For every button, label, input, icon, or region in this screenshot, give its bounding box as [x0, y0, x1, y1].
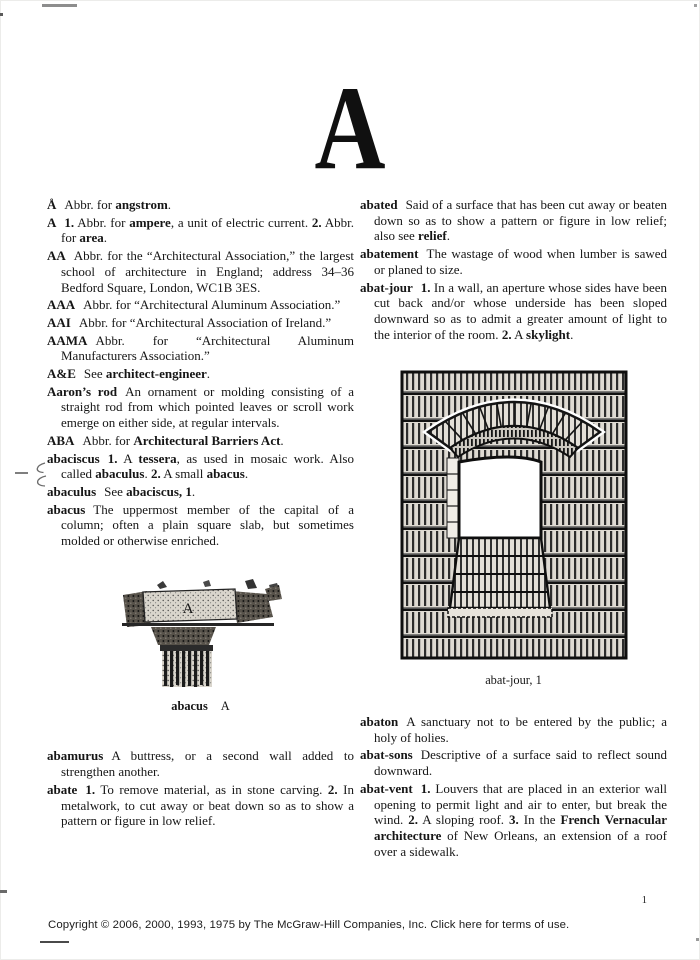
entry-term: abaton [360, 714, 399, 730]
abacus-slab-letter: A [182, 600, 193, 617]
entry-term: abamurus [47, 748, 104, 764]
entry-term: ABA [47, 432, 75, 448]
dictionary-entry: A&E See architect-engineer. [47, 366, 210, 382]
left-column [47, 197, 354, 831]
right-entries-top [360, 197, 667, 342]
copyright-text: Copyright © 2006, 2000, 1993, 1975 by The McGraw-Hill Companies, Inc. [48, 919, 431, 931]
entry-term: abated [360, 197, 398, 212]
abacus-caption-term: abacus [171, 699, 208, 714]
abat-jour-figure [360, 366, 667, 688]
scan-mark-top-line [42, 4, 77, 7]
entry-term: AAMA [47, 332, 88, 348]
abacus-figure [47, 579, 354, 715]
entry-term: abaculus [47, 483, 97, 499]
entry-term: Aaron’s rod [47, 383, 118, 399]
left-entries-bottom [47, 748, 354, 829]
right-entries-bottom [360, 714, 667, 859]
abacus-illustration [117, 579, 285, 691]
entry-term: abat-sons [360, 747, 413, 763]
entry-term: A [47, 214, 57, 230]
entry-term: abat-jour [360, 279, 413, 295]
dictionary-entry: abamurus A buttress, or a second wall added to strengthen another. [47, 748, 354, 780]
entry-term: abat-vent [360, 780, 413, 796]
dictionary-entry: abaculus See abaciscus, 1. [47, 483, 196, 499]
dictionary-entry: AAI Abbr. for “Architectural Association of Ireland.” [47, 314, 332, 330]
dictionary-entry: Aaron’s rod An ornament or molding consisting of a straight rod from which pointed leaves or scroll work emerge on either side, at regular intervals. [47, 383, 355, 431]
dictionary-entry: abacus The uppermost member of the capital of a column; often a plain square slab, but sometimes molded or otherwise enriched. [47, 501, 354, 549]
entry-term: AA [47, 248, 66, 264]
copyright-underline-mark [40, 941, 69, 943]
dictionary-entry: abat-vent 1. Louvers that are placed in an exterior wall opening to permit light and air to enter, but break the wind. 2. A sloping roof. 3. In the French Vernacular architecture of New Orleans, an extension of a roof over a sidewalk. [360, 780, 668, 859]
abacus-caption-label: A [220, 699, 230, 714]
terms-of-use-link[interactable]: Click here for terms of use. [430, 919, 570, 931]
dictionary-entry: ABA Abbr. for Architectural Barriers Act. [47, 432, 284, 448]
scan-mark-bottom-left [0, 890, 7, 893]
abacus-caption [47, 699, 354, 714]
dictionary-entry: abaciscus 1. A tessera, as used in mosaic work. Also called abaculus. 2. A small abacus. [47, 450, 354, 482]
dictionary-entry: abated Said of a surface that has been cut away or beaten down so as to show a pattern or figure in low relief; also see relief. [360, 197, 667, 244]
dictionary-entry: abatement The wastage of wood when lumber is sawed or planed to size. [360, 246, 667, 277]
dictionary-entry: Å Abbr. for angstrom. [47, 197, 172, 212]
scan-mark-top-dot [0, 13, 3, 16]
entry-term: AAI [47, 314, 71, 330]
dictionary-entry: abaton A sanctuary not to be entered by the public; a holy of holies. [360, 714, 667, 745]
dictionary-entry: A 1. Abbr. for ampere, a unit of electric current. 2. Abbr. for area. [47, 214, 354, 246]
entry-term: A&E [47, 366, 76, 382]
copyright-line [48, 919, 569, 931]
scan-mark-right-edge [696, 938, 699, 941]
abat-jour-caption: abat-jour, 1 [485, 673, 542, 688]
scan-mark-top-right [694, 4, 697, 7]
dictionary-entry: abat-sons Descriptive of a surface said to reflect sound downward. [360, 747, 667, 779]
entry-term: abacus [47, 501, 86, 517]
dictionary-entry: abat-jour 1. In a wall, an aperture whose sides have been cut back and/or whose underside has been sloped downward so as to admit a greater amount of light to the interior of the room. 2. A skylight. [360, 279, 667, 342]
section-letter: A [314, 61, 386, 194]
abat-jour-illustration [398, 366, 630, 664]
entry-term: Å [47, 197, 57, 212]
entry-term: abatement [360, 246, 419, 262]
entry-term: abaciscus [47, 450, 100, 466]
dictionary-entry: abate 1. To remove material, as in stone carving. 2. In metalwork, to cut away or beat down so as to show a pattern or figure in low relief. [47, 781, 354, 829]
left-entries-top [47, 197, 354, 549]
page-number: 1 [641, 895, 647, 906]
right-column [360, 197, 667, 861]
dictionary-entry: AAMA Abbr. for “Architectural Aluminum Manufacturers Association.” [47, 332, 354, 364]
dictionary-entry: AAA Abbr. for “Architectural Aluminum Association.” [47, 297, 341, 313]
entry-term: AAA [47, 297, 76, 313]
dictionary-entry: AA Abbr. for the “Architectural Association,” the largest school of architecture in England; address 34–36 Bedford Square, London, WC1B 3ES. [47, 248, 354, 295]
entry-term: abate [47, 781, 78, 797]
